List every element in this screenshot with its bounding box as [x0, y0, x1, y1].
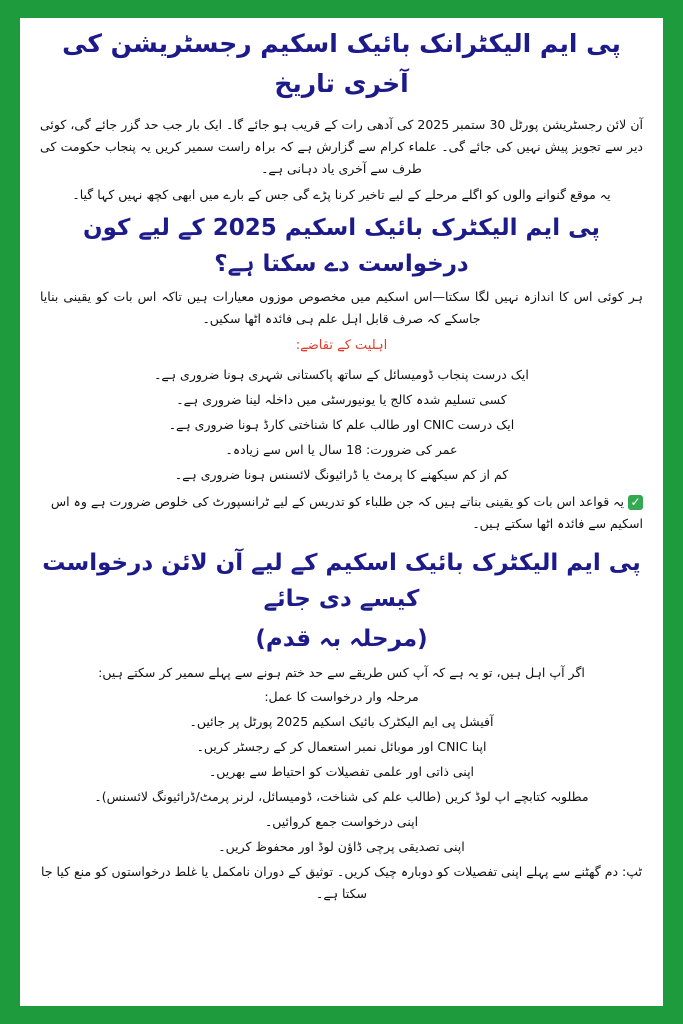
list-item: اپنی ذاتی اور علمی تفصیلات کو احتیاط سے بھریں۔ [208, 764, 475, 779]
article-card [20, 18, 663, 1006]
page-title: پی ایم الیکٹرانک بائیک اسکیم رجسٹریشن کی آخری تاریخ [62, 29, 621, 98]
list-item: عمر کی ضرورت: 18 سال یا اس سے زیادہ۔ [225, 442, 458, 457]
steps-list [40, 709, 643, 859]
list-item: ایک درست پنجاب ڈومیسائل کے ساتھ پاکستانی شہری ہونا ضروری ہے۔ [154, 367, 529, 382]
section2-heading: پی ایم الیکٹرک بائیک اسکیم کے لیے آن لائن درخواست کیسے دی جائے [42, 550, 641, 612]
list-item: اپنی درخواست جمع کروائیں۔ [264, 814, 419, 829]
requirements-list [40, 362, 643, 487]
list-item: آفیشل پی ایم الیکٹرک بائیک اسکیم 2025 پورٹل پر جائیں۔ [189, 714, 494, 729]
list-item: اپنا CNIC اور موبائل نمبر استعمال کر کے رجسٹر کریں۔ [196, 739, 487, 754]
list-item: مطلوبہ کتابچے اپ لوڈ کریں (طالب علم کی شناخت، ڈومیسائل، لرنر پرمٹ/ڈرائیونگ لائسنس)۔ [94, 789, 589, 804]
list-item: کسی تسلیم شدہ کالج یا یونیورسٹی میں داخلہ لینا ضروری ہے۔ [176, 392, 507, 407]
section2-subheading: (مرحلہ بہ قدم) [255, 626, 428, 652]
list-item: اپنی تصدیقی پرچی ڈاؤن لوڈ اور محفوظ کریں۔ [218, 839, 465, 854]
section1-heading: پی ایم الیکٹرک بائیک اسکیم 2025 کے لیے کون درخواست دے سکتا ہے؟ [82, 215, 600, 277]
eligibility-note-text: یہ قواعد اس بات کو یقینی بناتے ہیں کہ جن طلباء کو تدریس کے لیے ٹرانسپورٹ کی خلوص ضرورت ہے وہ اس اسکیم سے فائدہ اٹھا سکتے ہیں۔ [50, 494, 643, 531]
list-item: کم از کم سیکھنے کا پرمٹ یا ڈرائیونگ لائسنس ہونا ضروری ہے۔ [174, 467, 509, 482]
green-frame [6, 6, 677, 1018]
section1-paragraph: ہر کوئی اس کا اندازہ نہیں لگا سکتا—اس اسکیم میں مخصوص موزوں معیارات ہیں تاکہ اس بات کو یقینی بنایا جاسکے کہ صرف قابل اہل علم ہی فائدہ اٹھا سکیں۔ [40, 289, 643, 326]
check-box-icon: ✓ [628, 495, 643, 510]
eligibility-label: اہلیت کے تقاضے: [295, 338, 388, 353]
process-label: مرحلہ وار درخواست کا عمل: [264, 689, 419, 704]
tip-text: ٹپ: دم گھٹنے سے پہلے اپنی تفصیلات کو دوبارہ چیک کریں۔ توثیق کے دوران نامکمل یا غلط درخواستوں کو منع کیا جا سکتا ہے۔ [41, 864, 642, 901]
list-item: ایک درست CNIC اور طالب علم کا شناختی کارڈ ہونا ضروری ہے۔ [168, 417, 515, 432]
intro-paragraph-1: آن لائن رجسٹریشن پورٹل 30 ستمبر 2025 کی آدھی رات کے قریب ہو جائے گا۔ ایک بار جب حد گزر جائے گی، کوئی دیر سے تجویز پیش نہیں کی جائے گی۔ علماء کرام سے گزارش ہے کہ براہ راست سمیر کریں یہ پنجاب حکومت کی طرف سے آخری یاد دہانی ہے۔ [40, 117, 644, 176]
section2-lead: اگر آپ اہل ہیں، تو یہ ہے کہ آپ کس طریقے سے حد ختم ہونے سے پہلے سمیر کر سکتے ہیں: [98, 665, 585, 680]
intro-paragraph-2: یہ موقع گنوانے والوں کو اگلے مرحلے کے لیے تاخیر کرنا پڑے گی جس کے بارے میں ابھی کچھ نہیں کہا گیا۔ [72, 187, 611, 202]
eligibility-note [40, 491, 643, 535]
